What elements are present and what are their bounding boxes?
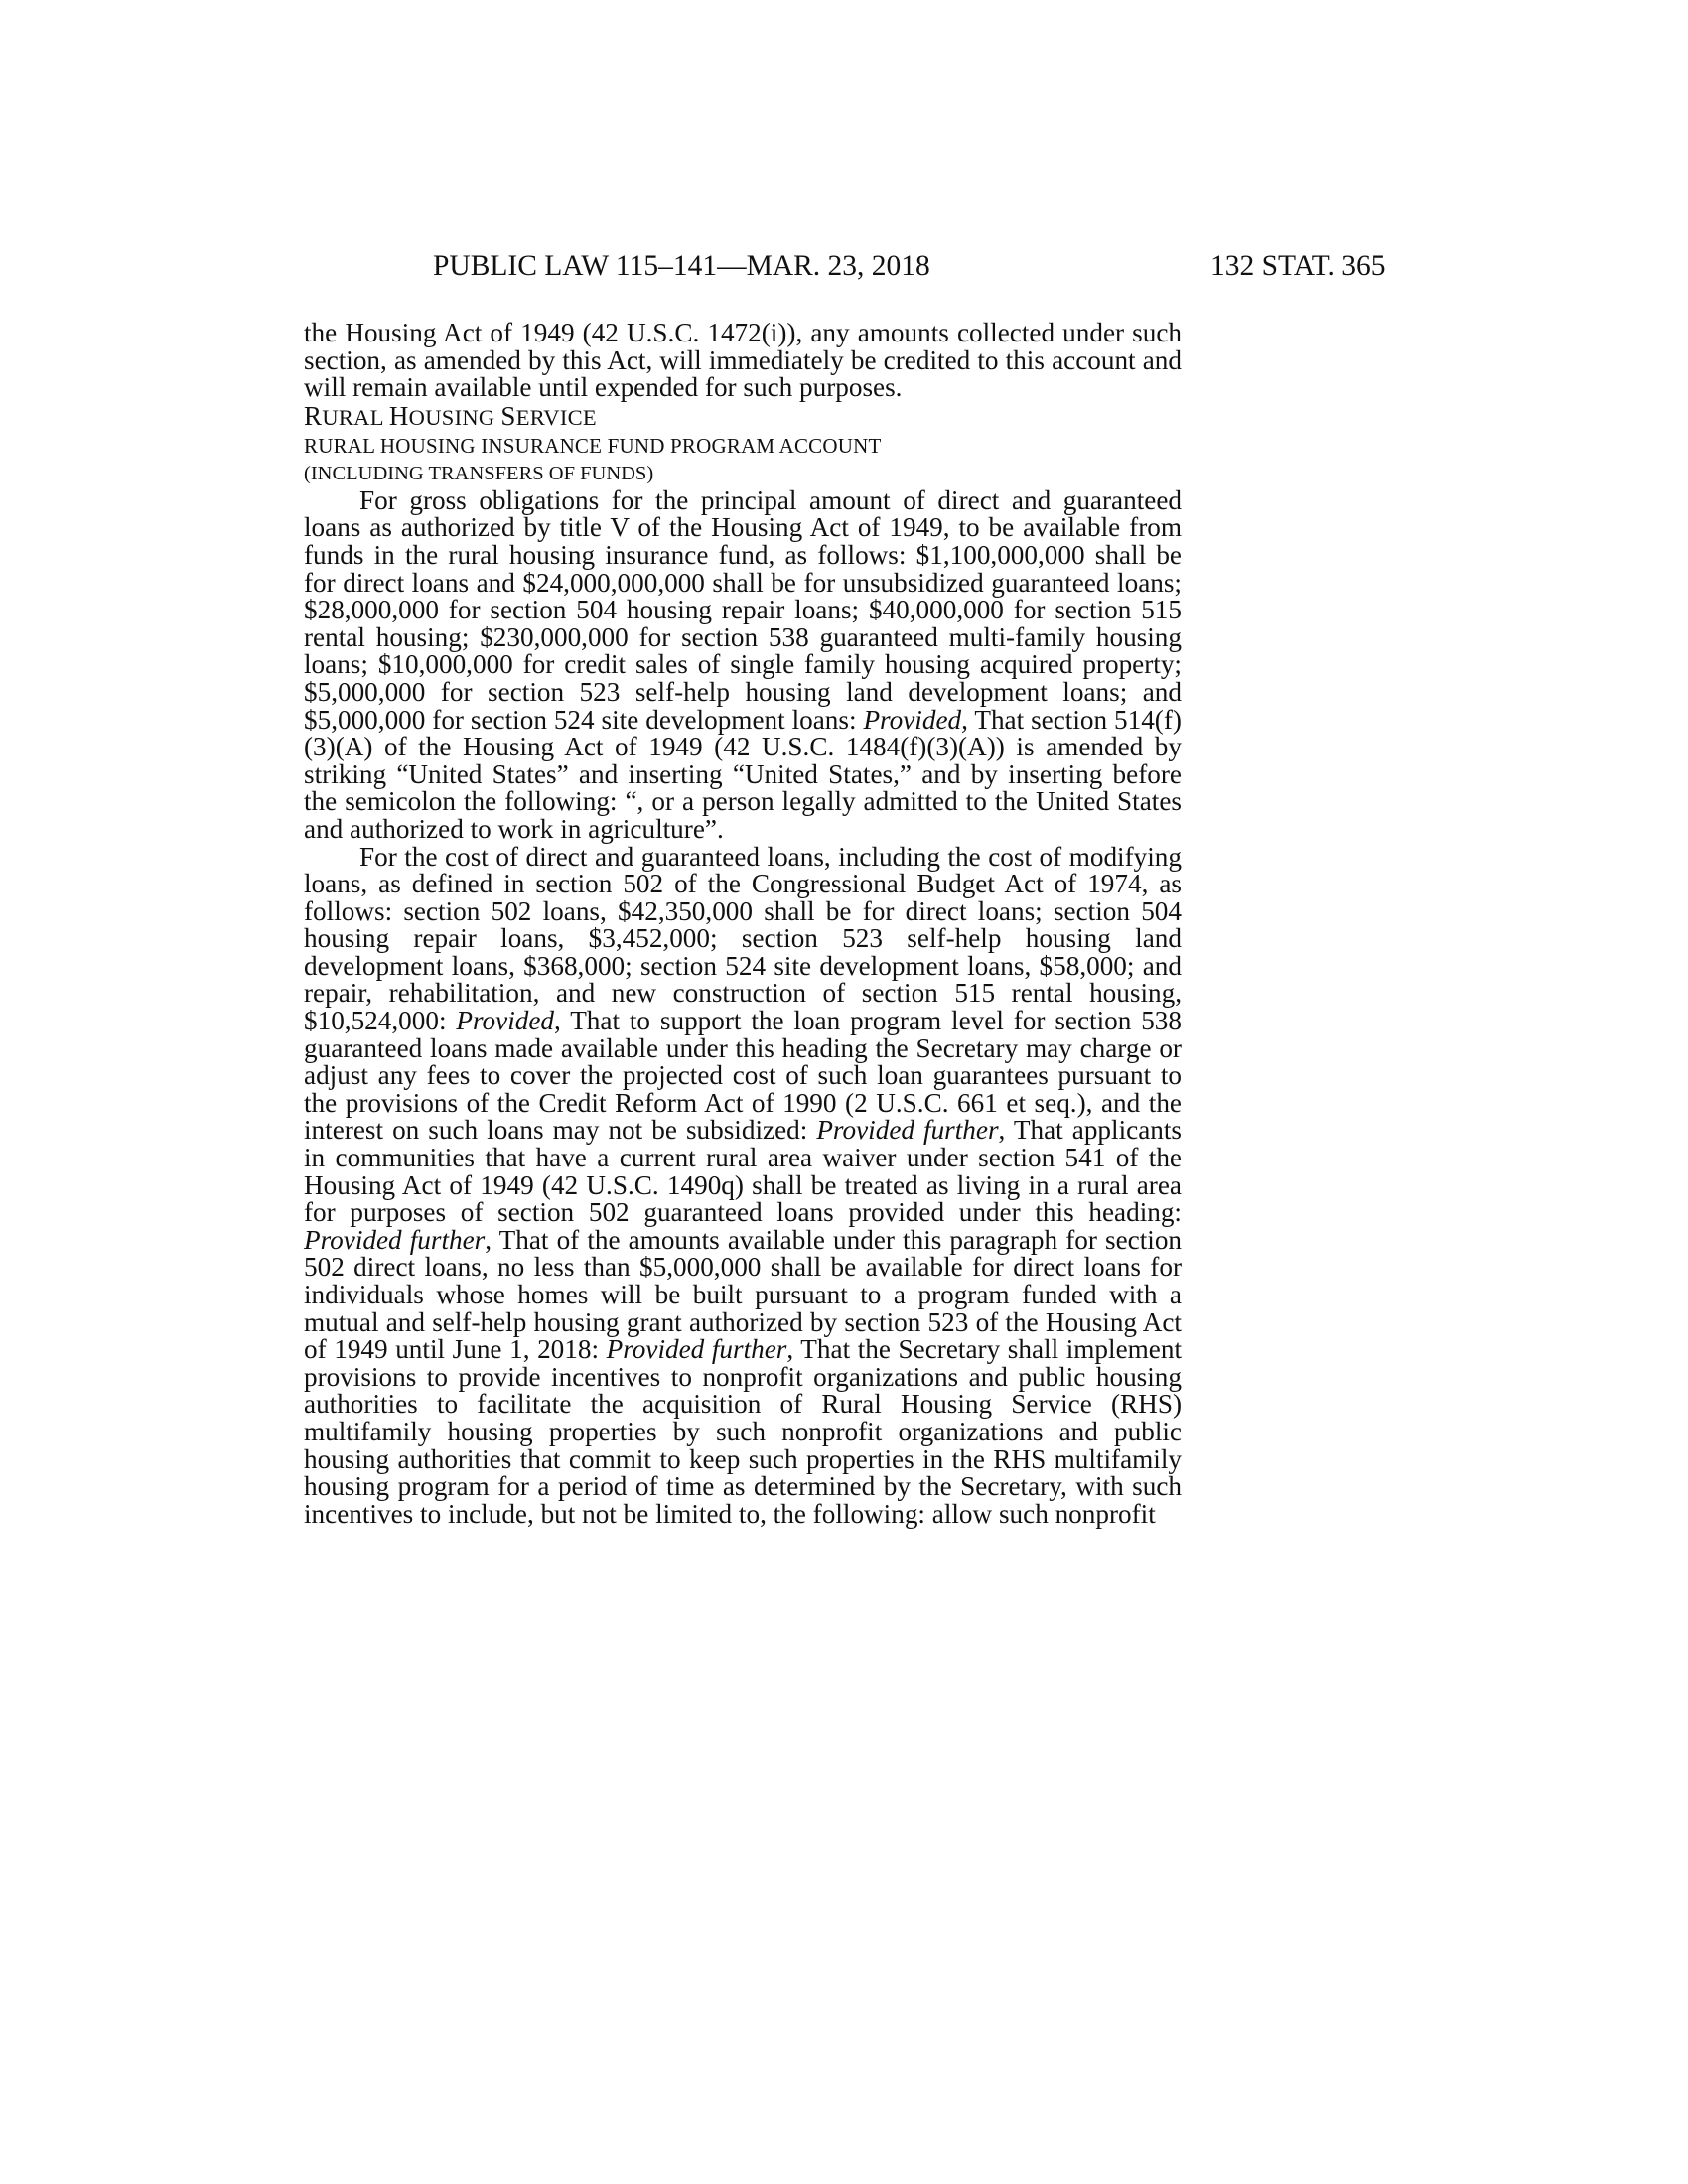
account-heading: RURAL HOUSING INSURANCE FUND PROGRAM ACCOUNT bbox=[304, 433, 882, 458]
agency-heading: RURAL HOUSING SERVICE bbox=[304, 400, 597, 431]
running-header bbox=[0, 246, 1688, 286]
public-law-citation: PUBLIC LAW 115–141—MAR. 23, 2018 bbox=[433, 250, 930, 282]
proviso-italic: Provided further bbox=[816, 1115, 999, 1146]
proviso-italic: Provided further bbox=[304, 1224, 486, 1255]
proviso-italic: Provided further bbox=[606, 1334, 787, 1365]
body-text bbox=[304, 320, 1182, 1528]
statute-page-number: 132 STAT. 365 bbox=[1210, 250, 1386, 282]
proviso-italic: Provided bbox=[456, 1006, 555, 1036]
proviso-italic: Provided, bbox=[863, 704, 968, 735]
continued-paragraph: the Housing Act of 1949 (42 U.S.C. 1472(i)), any amounts collected under such section, as amended by this Act, will immediately be credited to this account and will remain available until expended for such purposes. bbox=[304, 318, 1182, 403]
paragraph-loan-obligations: For gross obligations for the principal amount of direct and guaranteed loans as authorized by title V of the Housing Act of 1949, to be available from funds in the rural housing insurance fund, as follows: $1,100,000,000 shall be for direct loans and $24,000,000,000 shall be for unsubsidized guaranteed loans; $28,000,000 for section 504 housing repair loans; $40,000,000 for section 515 rental housing; $230,000,000 for section 538 guaranteed multi-family housing loans; $10,000,000 for credit sales of single family housing acquired property; $5,000,000 for section 523 self-help housing land development loans; and $5,000,000 for section 524 site development loans: Provided, That section 514(f)(3)(A) of the Housing Act of 1949 (42 U.S.C. 1484(f)(3)(A)) is amended by striking “United States” and inserting “United States,” and by inserting before the semicolon the following: “, or a person legally admitted to the United States and authorized to work in agriculture”. bbox=[304, 484, 1182, 844]
paragraph-loan-costs: For the cost of direct and guaranteed loans, including the cost of modifying loans, as defined in section 502 of the Congressional Budget Act of 1974, as follows: section 502 loans, $42,350,000 shall be for direct loans; section 504 housing repair loans, $3,452,000; section 523 self-help housing land development loans, $368,000; section 524 site development loans, $58,000; and repair, rehabilitation, and new construction of section 515 rental housing, $10,524,000: Provided, That to support the loan program level for section 538 guaranteed loans made available under this heading the Secretary may charge or adjust any fees to cover the projected cost of such loan guarantees pursuant to the provisions of the Credit Reform Act of 1990 (2 U.S.C. 661 et seq.), and the interest on such loans may not be subsidized: Provided further, That applicants in communities that have a current rural area waiver under section 541 of the Housing Act of 1949 (42 U.S.C. 1490q) shall be treated as living in a rural area for purposes of section 502 guaranteed loans provided under this heading: Provided further, That of the amounts available under this paragraph for section 502 direct loans, no less than $5,000,000 shall be available for direct loans for individuals whose homes will be built pursuant to a program funded with a mutual and self-help housing grant authorized by section 523 of the Housing Act of 1949 until June 1, 2018: Provided further, That the Secretary shall implement provisions to provide incentives to nonprofit organizations and public housing authorities to facilitate the acquisition of Rural Housing Service (RHS) multifamily housing properties by such nonprofit organizations and public housing authorities that commit to keep such properties in the RHS multifamily housing program for a period of time as determined by the Secretary, with such incentives to include, but not be limited to, the following: allow such nonprofit bbox=[304, 841, 1183, 1529]
account-subheading: (INCLUDING TRANSFERS OF FUNDS) bbox=[304, 462, 654, 484]
